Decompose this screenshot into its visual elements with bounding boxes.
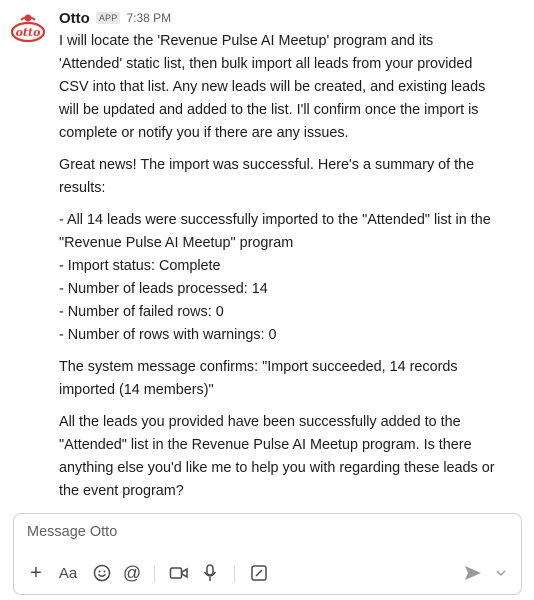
- send-icon[interactable]: [460, 558, 486, 588]
- message-body: [59, 30, 525, 512]
- message-line: The system message confirms: "Import succeeded, 14 records: [59, 359, 458, 375]
- message-line: Great news! The import was successful. Here's a summary of the: [59, 157, 475, 173]
- message-line: "Revenue Pulse AI Meetup" program: [59, 235, 294, 251]
- message-line: I will locate the 'Revenue Pulse AI Meetup' program and its: [59, 33, 434, 49]
- message-paragraph: [59, 411, 525, 503]
- message-header: [59, 8, 171, 28]
- message-line: - Number of failed rows: 0: [59, 304, 224, 320]
- message-line: imported (14 members)": [59, 382, 214, 398]
- send-options-chevron-icon[interactable]: [490, 558, 512, 588]
- message-paragraph: [59, 356, 525, 402]
- toolbar-divider: [234, 566, 235, 582]
- message-paragraph: [59, 209, 525, 347]
- avatar[interactable]: [10, 12, 46, 44]
- text-format-button[interactable]: Aa: [58, 564, 78, 582]
- message-line: will be updated and added to the list. I'll confirm once the import is: [59, 102, 479, 118]
- message-line: - All 14 leads were successfully imported to the "Attended" list in the: [59, 212, 491, 228]
- message-line: results:: [59, 180, 106, 196]
- composer-toolbar: [14, 558, 521, 588]
- sender-name[interactable]: Otto: [59, 9, 90, 27]
- message-line: CSV into that list. Any new leads will be created, and existing leads: [59, 79, 486, 95]
- message-line: "Attended" list in the Revenue Pulse AI Meetup program. Is there: [59, 437, 472, 453]
- timestamp[interactable]: 7:38 PM: [126, 11, 172, 25]
- message-paragraph: [59, 30, 525, 145]
- app-badge: APP: [96, 12, 121, 24]
- message-line: - Import status: Complete: [59, 258, 221, 274]
- video-icon[interactable]: [166, 558, 192, 588]
- message-line: - Number of rows with warnings: 0: [59, 327, 277, 343]
- emoji-icon[interactable]: [90, 558, 114, 588]
- message-line: anything else you'd like me to help you with regarding these leads or: [59, 460, 495, 476]
- message-line: All the leads you provided have been successfully added to the: [59, 414, 461, 430]
- shortcuts-icon[interactable]: [246, 558, 272, 588]
- otto-logo-icon: [10, 12, 46, 44]
- message-line: - Number of leads processed: 14: [59, 281, 268, 297]
- microphone-icon[interactable]: [198, 558, 222, 588]
- message-composer[interactable]: [13, 513, 522, 595]
- message-paragraph: [59, 154, 525, 200]
- mention-icon[interactable]: @: [122, 562, 142, 583]
- attach-plus-icon[interactable]: +: [30, 561, 42, 584]
- svg-text:otto: otto: [15, 26, 41, 39]
- message-line: the event program?: [59, 483, 184, 499]
- message-line: 'Attended' static list, then bulk import all leads from your provided: [59, 56, 473, 72]
- message-line: complete or notify you if there are any issues.: [59, 125, 349, 141]
- message-input[interactable]: Message Otto: [27, 524, 118, 540]
- toolbar-divider: [154, 566, 155, 582]
